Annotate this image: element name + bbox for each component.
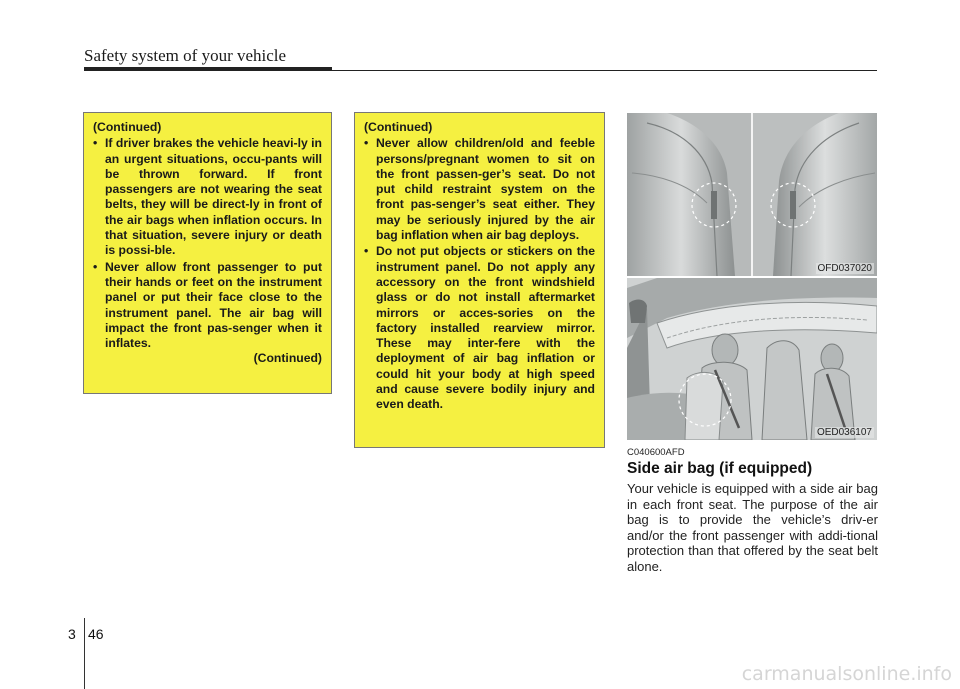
figure-code: OFD037020 — [817, 263, 872, 274]
page-header-title: Safety system of your vehicle — [84, 46, 287, 65]
warning-bullet-text: Never allow front passenger to put their hands or feet on the instrument panel or put their face close to the instrument panel. The air bag will impact the front pas-senger when it inflates. — [105, 259, 322, 351]
seat-illustration-icon — [627, 113, 877, 276]
warning-bullet — [93, 136, 322, 258]
section-body: Your vehicle is equipped with a side air bag in each front seat. The purpose of the air bag is to provide the vehicle’s driv-er and/or the front passenger with addi-tional protection than that offered by the seat belt alone. — [627, 481, 878, 574]
footer-rule — [84, 618, 85, 689]
seat-airbag-illustration — [627, 113, 877, 276]
bullet-icon: • — [93, 259, 98, 274]
section-code: C040600AFD — [627, 447, 685, 458]
page-number: 46 — [88, 626, 104, 642]
figure-code: OED036107 — [816, 427, 872, 438]
warning-bullet-text: Do not put objects or stickers on the instrument panel. Do not apply any accessory on the front windshield glass or do not install aftermarket mirrors or acces-sories on the factory installed rearview mirror. These may inter-fere with the deployment of air bag inflation or could hit your body at high speed and cause severe bodily injury and even death. — [376, 244, 595, 412]
warning-box-middle — [354, 112, 605, 448]
warning-bullet — [93, 260, 322, 352]
section-title: Side air bag (if equipped) — [627, 460, 813, 477]
bullet-icon: • — [364, 244, 369, 259]
bullet-icon: • — [93, 136, 98, 151]
watermark: carmanualsonline.info — [741, 663, 952, 685]
warning-bullet-text: If driver brakes the vehicle heavi-ly in an urgent situations, occu-pants will be thrown forward. If front passengers are not wearing the seat belts, they will be direct-ly in front of the air bags when inflation occurs. In that situation, severe injury or death is possi-ble. — [105, 136, 322, 258]
warning-bullet — [364, 244, 595, 412]
warning-bullet-text: Never allow children/old and feeble persons/pregnant women to sit on the front passen-ger’s seat. Do not put child restraint system on the front pas-senger’s seat either. They may be seriously injured by the air bag inflation when air bag deploys. — [376, 136, 595, 243]
continued-label: (Continued) — [364, 120, 433, 134]
bullet-icon: • — [364, 136, 369, 151]
header-rule — [84, 70, 877, 71]
continued-label: (Continued) — [253, 351, 322, 366]
continued-label: (Continued) — [93, 120, 162, 134]
warning-bullet — [364, 136, 595, 243]
chapter-number: 3 — [68, 626, 76, 642]
side-airbag-deployment-illustration — [627, 278, 877, 440]
warning-box-left — [83, 112, 332, 394]
car-interior-icon — [627, 278, 877, 440]
